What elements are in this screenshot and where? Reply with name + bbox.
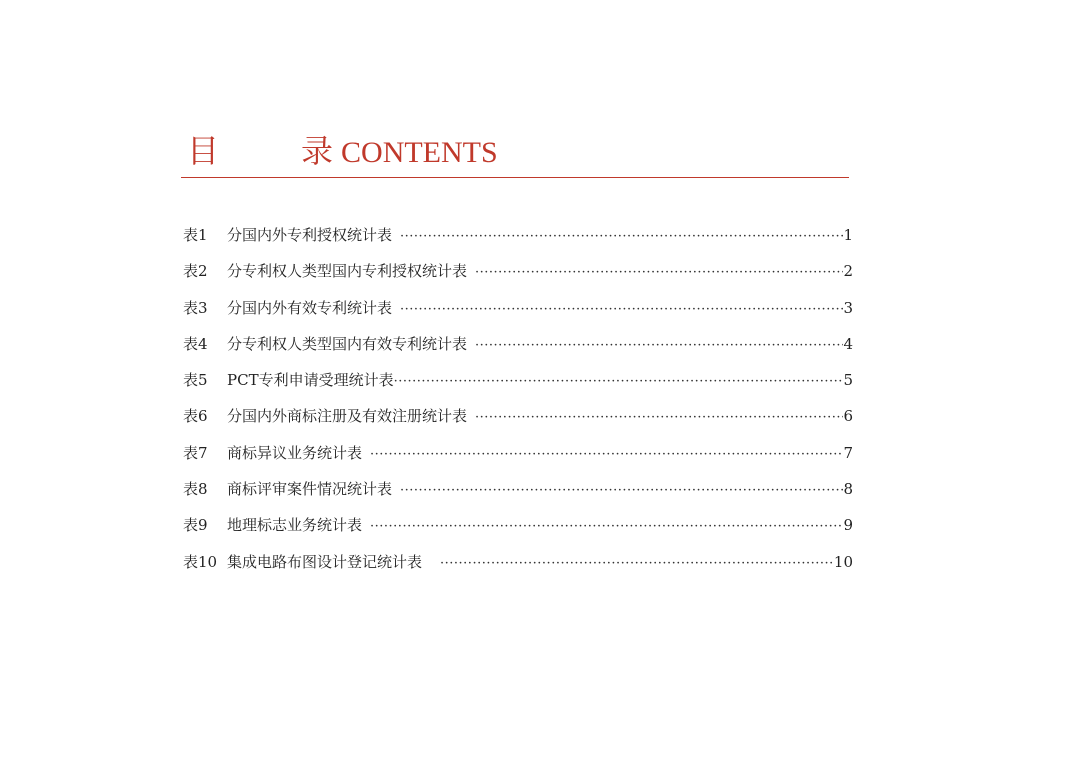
dot-leader: [400, 483, 843, 498]
contents-header: [181, 133, 849, 178]
dot-leader: [400, 229, 843, 244]
toc-entry-title: 集成电路布图设计登记统计表: [227, 552, 423, 571]
toc-entry-title: 地理标志业务统计表: [227, 516, 363, 535]
toc-entry-title: 分国内外专利授权统计表: [227, 226, 393, 244]
toc-entry-label: 表4: [183, 334, 208, 353]
dot-leader: [394, 374, 844, 389]
toc-entry-2[interactable]: [183, 260, 853, 296]
toc-entry-1[interactable]: [183, 224, 853, 260]
toc-entry-title: 分专利权人类型国内有效专利统计表: [227, 334, 468, 353]
dot-leader: [370, 447, 843, 462]
toc-entry-label: 表8: [183, 480, 208, 499]
toc-entry-page: 6: [843, 407, 853, 426]
toc-entry-page: 7: [843, 443, 853, 462]
toc-entry-page: 9: [843, 516, 853, 535]
toc-entry-title: 分国内外商标注册及有效注册统计表: [227, 407, 468, 426]
toc-entry-label: 表10: [183, 552, 218, 571]
toc-entry-3[interactable]: [183, 297, 853, 333]
dot-leader: [475, 410, 843, 425]
toc-entry-label: 表5: [183, 371, 208, 390]
dot-leader: [370, 519, 843, 534]
toc-entry-page: 3: [843, 298, 853, 317]
toc-entry-8[interactable]: [183, 478, 853, 514]
toc-entry-title: 商标异议业务统计表: [227, 443, 363, 462]
toc-entry-page: 2: [843, 262, 853, 281]
title-char-lu: [301, 133, 498, 171]
toc-entry-page: 8: [843, 480, 853, 499]
toc-entry-7[interactable]: [183, 442, 853, 478]
toc-entry-label: 表2: [183, 262, 208, 281]
toc-entry-label: 表1: [183, 226, 208, 244]
toc-entry-5[interactable]: [183, 369, 853, 405]
title-char-lu-text: 录: [301, 132, 334, 170]
toc-entry-label: 表7: [183, 443, 208, 462]
toc-entry-page: 1: [843, 226, 853, 244]
toc-entry-page: 10: [833, 552, 853, 571]
title-english: CONTENTS: [341, 136, 498, 169]
toc-entry-title: 商标评审案件情况统计表: [227, 480, 393, 499]
dot-leader: [475, 265, 843, 280]
toc-entry-title: PCT专利申请受理统计表: [227, 371, 394, 390]
toc-entry-title: 分专利权人类型国内专利授权统计表: [227, 262, 468, 281]
dot-leader: [440, 556, 834, 571]
toc-entry-6[interactable]: [183, 405, 853, 441]
toc-entry-label: 表6: [183, 407, 208, 426]
dot-leader: [475, 338, 843, 353]
toc-entry-page: 5: [843, 371, 853, 390]
title-char-mu: 目: [187, 132, 220, 170]
toc-entry-label: 表9: [183, 516, 208, 535]
toc-entry-label: 表3: [183, 298, 208, 317]
toc-entry-9[interactable]: [183, 514, 853, 550]
toc-entry-page: 4: [843, 334, 853, 353]
dot-leader: [400, 302, 843, 317]
toc-entry-10[interactable]: [183, 551, 853, 587]
toc-entry-title: 分国内外有效专利统计表: [227, 298, 393, 317]
table-of-contents: [183, 224, 853, 587]
toc-entry-4[interactable]: [183, 333, 853, 369]
